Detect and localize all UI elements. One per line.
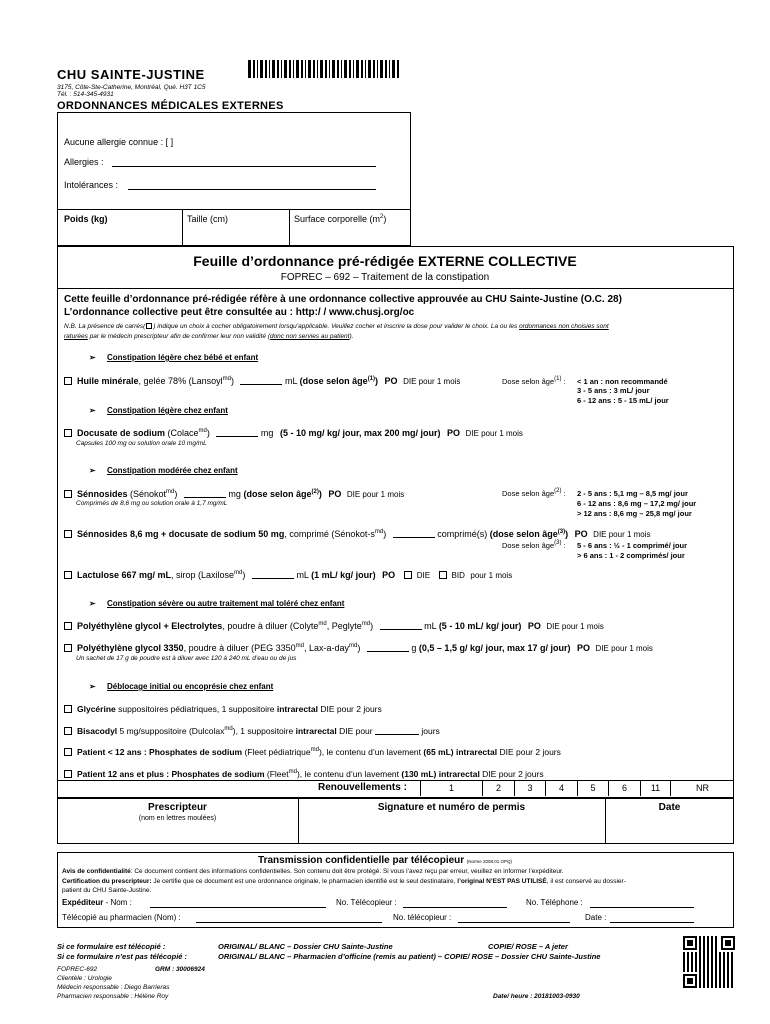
dose-input[interactable]: [367, 651, 409, 652]
clientele-text: Clientèle : Urologie: [57, 975, 112, 982]
note-text: ).: [349, 333, 354, 340]
med-desc: ): [370, 621, 374, 631]
age-dose-line: > 6 ans : 1 - 2 comprimés/ jour: [577, 551, 685, 560]
cert-label: Certification du prescripteur:: [62, 878, 152, 885]
age-dose-line: 2 - 5 ans : 5,1 mg – 8,5 mg/ jour: [577, 489, 688, 498]
footer-grm: GRM : 30006924: [155, 966, 205, 973]
section-heading: [89, 406, 228, 415]
superscript: md: [310, 747, 319, 753]
age-label: Dose selon âge: [502, 489, 555, 498]
checkbox-icon[interactable]: [64, 748, 72, 756]
superscript: md: [374, 529, 384, 535]
cert-text: , il est conservé au dossier-: [546, 878, 626, 885]
section-heading: [89, 466, 238, 475]
med-row-bisacodyl: [64, 726, 440, 736]
footer-fax-line-c: COPIE/ ROSE – A jeter: [488, 942, 568, 951]
weight-field[interactable]: Poids (kg): [64, 214, 108, 224]
med-desc: ): [230, 376, 234, 386]
checkbox-icon[interactable]: [64, 622, 72, 630]
note-text: ) indique un choix à cocher obligatoirement lorsqu’applicable. Veuillez cocher et inscrire la dose pour valider le choix. La ou les: [153, 323, 520, 330]
checkbox-icon[interactable]: [64, 705, 72, 713]
checkbox-icon[interactable]: [404, 571, 412, 579]
med-desc: ): [206, 428, 210, 438]
allergies-label: Allergies :: [64, 157, 104, 167]
age-dose-label: [502, 541, 566, 550]
superscript: (1): [554, 376, 562, 382]
note-text: donc non servies au patient: [269, 333, 350, 340]
med-desc: ), 1 suppositoire: [232, 726, 296, 736]
frequency: DIE pour 1 mois: [593, 530, 651, 539]
med-name: Patient 12 ans et plus : Phosphates de sodium: [77, 769, 265, 779]
age-dose-label: [502, 377, 566, 386]
frequency: DIE pour 1 mois: [546, 622, 604, 631]
intro-line-2: L’ordonnance collective peut être consultée au : http:/ / www.chusj.org/oc: [64, 307, 415, 318]
med-row-docusate: [64, 428, 523, 438]
days-input[interactable]: [375, 734, 419, 735]
dose-input[interactable]: [252, 578, 294, 579]
pharmacist-input[interactable]: [196, 922, 382, 923]
med-name: Huile minérale: [77, 376, 139, 386]
volume-route: (65 mL) intrarectal: [423, 747, 498, 757]
superscript: md: [198, 428, 207, 434]
section-label: Constipation sévère ou autre traitement mal toléré chez enfant: [107, 599, 345, 608]
prescriber-sub: (nom en lettres moulées): [138, 815, 217, 822]
date-field[interactable]: Date: [658, 802, 681, 813]
dose-rule: ): [318, 489, 322, 499]
section-label: Déblocage initial ou encoprésie chez enfant: [107, 682, 274, 691]
form-title: Feuille d’ordonnance pré-rédigée EXTERNE COLLECTIVE: [193, 253, 577, 269]
med-row-senokot-s: [64, 529, 651, 539]
section-title: ORDONNANCES MÉDICALES EXTERNES: [57, 100, 284, 112]
med-name: Lactulose 667 mg/ mL: [77, 570, 172, 580]
route: PO: [574, 529, 588, 539]
med-row-peg-electrolytes: [64, 621, 604, 631]
route: PO: [577, 643, 591, 653]
med-desc: (Sénokot: [127, 489, 167, 499]
dose-input[interactable]: [184, 497, 226, 498]
intolerances-field[interactable]: [128, 189, 376, 190]
med-desc: ): [357, 643, 361, 653]
dose-rule: (dose selon âge: [243, 489, 312, 499]
age-dose-line: > 12 ans : 8,6 mg – 25,8 mg/ jour: [577, 509, 692, 518]
footer-datetime: Date/ heure : 20181003-0930: [493, 993, 580, 1000]
conf-label: Avis de confidentialité: [62, 868, 131, 875]
frequency: DIE pour 1 mois: [465, 429, 523, 438]
superscript: md: [349, 643, 358, 649]
frequency: DIE pour 1 mois: [346, 490, 405, 499]
age-dose-line: 5 - 6 ans : ½ - 1 comprimé/ jour: [577, 541, 688, 550]
note-text: N.B. La présence de carrés(: [64, 323, 146, 330]
checkbox-icon[interactable]: [64, 644, 72, 652]
med-name: Polyéthylène glycol 3350: [77, 643, 184, 653]
dose-input[interactable]: [240, 384, 282, 385]
dose-rule: (0,5 – 1,5 g/ kg/ jour, max 17 g/ jour): [418, 643, 571, 653]
frequency: pour 1 mois: [470, 571, 513, 580]
sender-phone-input[interactable]: [590, 907, 694, 908]
med-name: Sénnosides: [77, 489, 128, 499]
med-desc: (Fleet pédiatrique: [242, 747, 311, 757]
med-name: Polyéthylène glycol + Electrolytes: [77, 621, 223, 631]
fax-date-input[interactable]: [610, 922, 694, 923]
route: PO: [384, 376, 398, 386]
med-name: Sénnosides 8,6 mg + docusate de sodium 50 mg: [77, 529, 285, 539]
paren: ): [383, 214, 387, 224]
age-dose-label: [502, 489, 566, 498]
surface-field[interactable]: [294, 214, 386, 224]
sender-name-label: - Nom :: [103, 898, 132, 907]
footer-fax-line-b: ORIGINAL/ BLANC – Dossier CHU Sainte-Justine: [218, 942, 393, 951]
sender-phone-label: No. Téléphone :: [526, 898, 583, 907]
checkbox-icon[interactable]: [64, 377, 72, 385]
prescriber-field[interactable]: Prescripteur: [148, 802, 207, 813]
cert-text: Je certifie que ce document est une ordonnance originale, le pharmacien identifié est le seul destinataire,: [151, 878, 458, 885]
footer-nofax-line-b: ORIGINAL/ BLANC – Pharmacien d’officine (remis au patient) – COPIE/ ROSE – Dossier CHU Sainte-Justine: [218, 952, 601, 961]
dose-rule: (5 - 10 mL/ kg/ jour): [438, 621, 522, 631]
fax-title: [0, 855, 770, 866]
superscript: md: [361, 621, 371, 627]
sender-name-input[interactable]: [150, 907, 326, 908]
route: PO: [328, 489, 342, 499]
allergies-field[interactable]: [112, 166, 376, 167]
age-dose-line: 6 - 12 ans : 5 - 15 mL/ jour: [577, 396, 669, 405]
frequency: DIE pour 2 jours: [317, 704, 382, 714]
confidentiality-notice: [62, 868, 564, 875]
renewal-option[interactable]: 4: [545, 780, 577, 796]
superscript: md: [166, 489, 175, 495]
fax-date-label: Date :: [585, 913, 607, 922]
checkbox-icon[interactable]: [64, 770, 72, 778]
dose-rule: (dose selon âge: [299, 376, 368, 386]
superscript: md: [295, 643, 304, 649]
superscript: (1): [367, 376, 376, 382]
unit: mL: [296, 570, 309, 580]
footer-code: FOPREC-692: [57, 966, 98, 973]
intro-line-1: Cette feuille d’ordonnance pré-rédigée réfère à une ordonnance collective approuvée au CHU Sainte-Justine (O.C. 28): [64, 294, 622, 305]
med-desc: (Colace: [165, 428, 199, 438]
qr-code-icon: [683, 936, 735, 988]
barcode-icon: [248, 60, 402, 78]
dose-input[interactable]: [393, 537, 435, 538]
frequency: DIE pour 2 jours: [497, 747, 561, 757]
dose-rule: (dose selon âge: [489, 529, 558, 539]
height-field[interactable]: Taille (cm): [187, 214, 229, 224]
med-row-huile: [64, 376, 460, 386]
section-label: Constipation légère chez enfant: [107, 406, 228, 415]
frequency: DIE pour 1 mois: [595, 644, 653, 653]
med-desc: ): [383, 529, 387, 539]
med-name: Bisacodyl: [77, 726, 118, 736]
conf-text: : Ce document contient des informations confidentielles. Son contenu doit être protégé. Si vous l’avez reçu par erreur, veuillez en informer l’expéditeur.: [130, 868, 564, 875]
superscript: md: [318, 621, 327, 627]
colon: :: [563, 489, 566, 498]
sender-label: Expéditeur: [62, 898, 104, 907]
med-desc: (Fleet: [264, 769, 289, 779]
divider: [182, 209, 183, 246]
footer-clientele: [57, 975, 112, 982]
renewals-label: Renouvellements :: [318, 782, 407, 793]
med-name: Patient < 12 ans : Phosphates de sodium: [77, 747, 243, 757]
route: intrarectal: [295, 726, 337, 736]
renewal-option[interactable]: 1: [420, 780, 482, 796]
med-desc: 5 mg/suppositoire (Dulcolax: [117, 726, 225, 736]
surface-label: Surface corporelle (m: [294, 214, 381, 224]
note-line-2: [64, 333, 353, 340]
sender-fax-input[interactable]: [403, 907, 507, 908]
superscript: md: [234, 570, 243, 576]
renewal-option[interactable]: NR: [670, 780, 734, 796]
certification-cont: patient du CHU Sainte-Justine.: [62, 887, 152, 894]
arrow-bullet-icon: ➢: [89, 466, 96, 475]
renewal-option[interactable]: 5: [577, 780, 608, 796]
institution-name: CHU SAINTE-JUSTINE: [57, 67, 205, 82]
section-label: Constipation légère chez bébé et enfant: [107, 353, 259, 362]
dose-input[interactable]: [216, 436, 258, 437]
section-label: Constipation modérée chez enfant: [107, 466, 238, 475]
med-name: Docusate de sodium: [77, 428, 166, 438]
section-heading: [89, 682, 273, 691]
frequency: DIE pour 1 mois: [403, 377, 461, 386]
med-desc: , poudre à diluer (PEG 3350: [183, 643, 296, 653]
med-desc: , sirop (Laxilose: [171, 570, 235, 580]
superscript: 2: [380, 214, 384, 220]
checkbox-icon[interactable]: [439, 571, 447, 579]
superscript: md: [224, 726, 233, 732]
superscript: (3): [554, 540, 562, 546]
footer-nofax-line-a: Si ce formulaire n’est pas télécopié :: [57, 952, 188, 961]
med-desc: , comprimé (Sénokot-s: [284, 529, 375, 539]
unit: comprimé(s): [437, 529, 488, 539]
med-desc: ): [174, 489, 178, 499]
dose-rule: ): [375, 376, 379, 386]
med-row-fleet-ped: [64, 747, 561, 757]
volume-route: (130 mL) intrarectal: [401, 769, 480, 779]
no-allergy-checkbox[interactable]: Aucune allergie connue : [ ]: [64, 137, 174, 147]
note-text: raturées: [64, 333, 88, 340]
checkbox-icon[interactable]: [64, 530, 72, 538]
cert-bold: l’original N’EST PAS UTILISÉ: [457, 878, 547, 885]
dose-input[interactable]: [380, 629, 422, 630]
fax-title-text: Transmission confidentielle par télécopieur: [258, 855, 465, 866]
med-note: Capsules 100 mg ou solution orale 10 mg/mL: [76, 440, 207, 447]
age-label: Dose selon âge: [502, 541, 555, 550]
med-row-peg-3350: [64, 643, 653, 653]
med-row-sennosides: [64, 489, 404, 499]
footer-fax-line-a: Si ce formulaire est télécopié :: [57, 942, 166, 951]
institution-address: 3175, Côte-Ste-Catherine, Montréal, Qué. H3T 1C5: [57, 84, 206, 91]
med-desc: ), le contenu d’un lavement: [318, 747, 424, 757]
colon: :: [563, 377, 566, 386]
colon: :: [563, 541, 566, 550]
age-dose-line: 3 - 5 ans : 3 mL/ jour: [577, 386, 650, 395]
superscript: md: [288, 769, 297, 775]
divider: [289, 209, 290, 246]
renewal-option[interactable]: 2: [482, 780, 514, 796]
frequency: DIE pour: [336, 726, 375, 736]
med-desc: , Lax-a-day: [303, 643, 350, 653]
superscript: md: [222, 376, 231, 382]
superscript: (2): [311, 489, 319, 495]
unit: g: [411, 643, 417, 653]
certification: [62, 878, 626, 885]
dose-rule: ): [565, 529, 569, 539]
checkbox-icon: [146, 323, 152, 329]
unit: mg: [228, 489, 241, 499]
renewal-option[interactable]: 3: [514, 780, 545, 796]
pharmacist-fax-label: No. télécopieur :: [393, 913, 452, 922]
unit: mL: [424, 621, 437, 631]
med-desc: ), le contenu d’un lavement: [296, 769, 402, 779]
footer-doctor: Médecin responsable : Diego Barrieras: [57, 984, 170, 991]
arrow-bullet-icon: ➢: [89, 406, 96, 415]
frequency: DIE pour 2 jours: [479, 769, 544, 779]
section-heading: [89, 353, 258, 362]
note-text: ordonnances non choisies sont: [519, 323, 609, 330]
section-heading: [89, 599, 344, 608]
renewal-option[interactable]: 6: [608, 780, 640, 796]
med-desc: ): [242, 570, 246, 580]
med-row-fleet-adult: [64, 769, 544, 779]
checkbox-icon[interactable]: [64, 490, 72, 498]
frequency-option: DIE: [416, 571, 431, 580]
route: PO: [527, 621, 541, 631]
pharmacist-fax-input[interactable]: [458, 922, 570, 923]
arrow-bullet-icon: ➢: [89, 353, 96, 362]
renewal-option[interactable]: 11: [640, 780, 670, 796]
note-line-1: [64, 323, 609, 330]
med-row-lactulose: [64, 570, 512, 580]
unit: mL: [284, 376, 298, 386]
divider: [57, 288, 734, 289]
frequency-option: BID: [451, 571, 465, 580]
form-subtitle: FOPREC – 692 – Traitement de la constipation: [280, 272, 490, 283]
checkbox-icon[interactable]: [64, 429, 72, 437]
route: intrarectal: [276, 704, 318, 714]
signature-field[interactable]: Signature et numéro de permis: [377, 802, 526, 813]
med-note: Comprimés de 8,6 mg ou solution orale à 1,7 mg/mL: [76, 500, 228, 507]
pharmacist-label: Télécopié au pharmacien (Nom) :: [62, 913, 181, 922]
checkbox-icon[interactable]: [64, 571, 72, 579]
superscript: (2): [554, 488, 562, 494]
sender-row: [62, 898, 132, 907]
frequency: jours: [418, 726, 440, 736]
institution-phone: Tél. : 514-345-4931: [57, 91, 114, 98]
route: PO: [447, 428, 461, 438]
intolerances-label: Intolérances :: [64, 180, 119, 190]
sender-fax-label: No. Télécopieur :: [336, 898, 397, 907]
unit: mg: [260, 428, 274, 438]
patient-info-box: [57, 112, 411, 246]
med-desc: , poudre à diluer (Colyte: [222, 621, 319, 631]
med-desc: suppositoires pédiatriques, 1 suppositoire: [115, 704, 277, 714]
arrow-bullet-icon: ➢: [89, 682, 96, 691]
superscript: (3): [557, 529, 566, 535]
route: PO: [382, 570, 396, 580]
med-row-glycerine: [64, 704, 382, 714]
note-text: par le médecin prescripteur afin de confirmer leur non validité (: [87, 333, 270, 340]
age-label: Dose selon âge: [502, 377, 555, 386]
med-desc: , Peglyte: [326, 621, 362, 631]
dose-rule: (1 mL/ kg/ jour): [311, 570, 376, 580]
fax-norm: (Norme 2008.01 OPQ): [466, 859, 512, 864]
footer-pharmacist: Pharmacien responsable : Hélène Roy: [57, 993, 169, 1000]
arrow-bullet-icon: ➢: [89, 599, 96, 608]
med-desc: , gelée 78% (Lansoyl: [138, 376, 223, 386]
age-dose-line: 6 - 12 ans : 8,6 mg – 17,2 mg/ jour: [577, 499, 697, 508]
checkbox-icon[interactable]: [64, 727, 72, 735]
dose-rule: (5 - 10 mg/ kg/ jour, max 200 mg/ jour): [279, 428, 441, 438]
divider: [57, 209, 411, 210]
age-dose-line: < 1 an : non recommandé: [577, 377, 668, 386]
med-note: Un sachet de 17 g de poudre est à diluer avec 120 à 240 mL d’eau ou de jus: [76, 655, 297, 662]
med-name: Glycérine: [77, 704, 116, 714]
